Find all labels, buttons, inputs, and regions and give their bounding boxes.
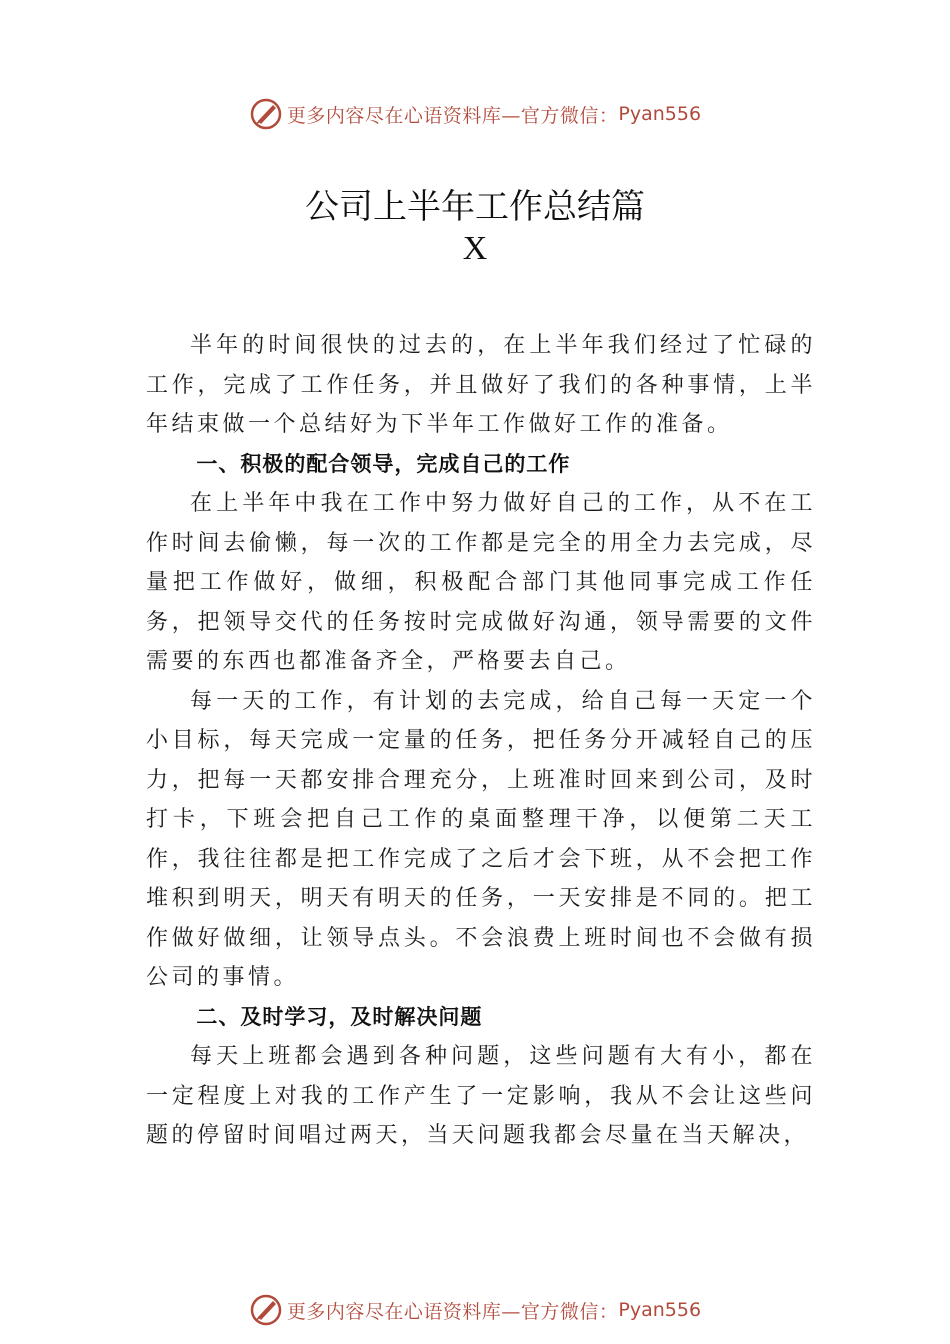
paragraph-daily-work: 每一天的工作，有计划的去完成，给自己每一天定一个小目标，每天完成一定量的任务，把任务分开减轻自己的压力，把每一天都安排合理充分，上班准时回来到公司，及时打卡，下班会把自己工作的桌面整理干净，以便第二天工作，我往往都是把工作完成了之后才会下班，从不会把工作堆积到明天，明天有明天的任务，一天安排是不同的。把工作做好做细，让领导点头。不会浪费上班时间也不会做有损公司的事情。	[146, 688, 816, 990]
document-body	[146, 326, 816, 1156]
footer-banner	[0, 1290, 950, 1330]
pen-seal-logo-icon	[249, 1293, 283, 1327]
section-heading-2: 二、及时学习，及时解决问题	[196, 1004, 483, 1029]
title-line-1: 公司上半年工作总结篇	[305, 187, 645, 227]
banner-contact-id: Pyan556	[618, 1299, 702, 1321]
banner-text: 更多内容尽在心语资料库—官方微信：	[286, 104, 619, 127]
banner-text: 更多内容尽在心语资料库—官方微信：	[286, 1300, 619, 1323]
header-banner	[0, 94, 950, 134]
paragraph-problem-solving: 每天上班都会遇到各种问题，这些问题有大有小，都在一定程度上对我的工作产生了一定影响，我从不会让这些问题的停留时间唱过两天，当天问题我都会尽量在当天解决，	[146, 1044, 816, 1148]
paragraph-intro: 半年的时间很快的过去的，在上半年我们经过了忙碌的工作，完成了工作任务，并且做好了我们的各种事情，上半年结束做一个总结好为下半年工作做好工作的准备。	[146, 333, 816, 437]
title-line-2: X	[462, 230, 488, 267]
pen-seal-logo-icon	[249, 97, 283, 131]
document-title	[0, 186, 950, 270]
section-heading-1: 一、积极的配合领导，完成自己的工作	[196, 451, 571, 476]
paragraph-cooperation: 在上半年中我在工作中努力做好自己的工作，从不在工作时间去偷懒，每一次的工作都是完全的用全力去完成，尽量把工作做好，做细，积极配合部门其他同事完成工作任务，把领导交代的任务按时完成做好沟通，领导需要的文件需要的东西也都准备齐全，严格要去自己。	[146, 491, 816, 674]
banner-contact-id: Pyan556	[618, 103, 702, 125]
